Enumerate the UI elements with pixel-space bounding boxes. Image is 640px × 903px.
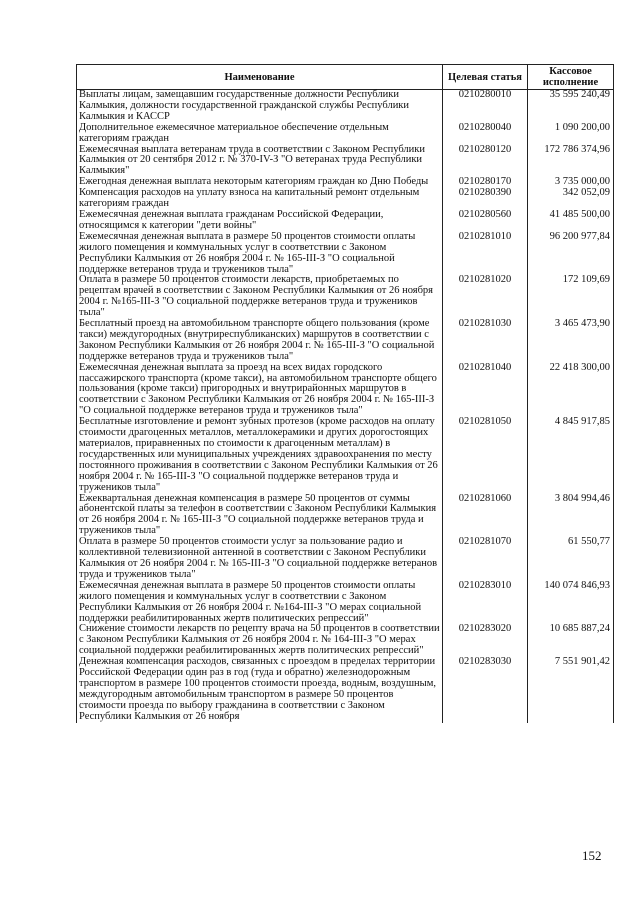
- row-amount: 10 685 887,24: [528, 624, 614, 657]
- table-row: [77, 657, 614, 722]
- row-target-article: 0210280170: [443, 177, 528, 188]
- table-row: [77, 537, 614, 581]
- row-target-article: 0210283010: [443, 581, 528, 625]
- table-row: [77, 210, 614, 232]
- row-name: Денежная компенсация расходов, связанных с проездом в пределах территории Российской Федерации один раз в год (туда и обратно) железнодорожным транспортом в размере 100 процентов стоимости проезда, водным, воздушным, междугородным автомобильным транспортом в размере 50 процентов стоимости проезда по выбору гражданина в соответствии с Законом Республики Калмыкия от 26 ноября: [77, 657, 443, 722]
- row-name: Ежемесячная денежная выплата в размере 50 процентов стоимости оплаты жилого помещения и коммунальных услуг в соответствии с Законом Республики Калмыкия от 26 ноября 2004 г. № 165-III-З "О социальной поддержке ветеранов труда и тружеников тыла": [77, 232, 443, 276]
- row-name: Дополнительное ежемесячное материальное обеспечение отдельным категориям граждан: [77, 123, 443, 145]
- row-name: Ежегодная денежная выплата некоторым категориям граждан ко Дню Победы: [77, 177, 443, 188]
- row-target-article: 0210280040: [443, 123, 528, 145]
- document-page: [76, 64, 613, 723]
- row-target-article: 0210280560: [443, 210, 528, 232]
- row-name: Оплата в размере 50 процентов стоимости услуг за пользование радио и коллективной телевизионной антенной в соответствии с Законом Республики Калмыкия от 26 ноября 2004 г. № 165-III-З "О социальной поддержке ветеранов труда и тружеников тыла": [77, 537, 443, 581]
- table-row: [77, 123, 614, 145]
- row-name: Бесплатный проезд на автомобильном транспорте общего пользования (кроме такси) междугородных (внутриреспубликанских) маршрутов в соответствии с Законом Республики Калмыкия от 26 ноября 2004 г. № 165-III-З "О социальной поддержке ветеранов труда и тружеников тыла": [77, 319, 443, 363]
- row-target-article: 0210281050: [443, 417, 528, 493]
- table-row: [77, 624, 614, 657]
- row-amount: 22 418 300,00: [528, 363, 614, 418]
- row-amount: 342 052,09: [528, 188, 614, 210]
- row-name: Ежемесячная выплата ветеранам труда в соответствии с Законом Республики Калмыкия от 20 сентября 2012 г. № 370-IV-З "О ветеранах труда Республики Калмыкия": [77, 145, 443, 178]
- row-target-article: 0210281070: [443, 537, 528, 581]
- row-target-article: 0210281030: [443, 319, 528, 363]
- row-target-article: 0210281010: [443, 232, 528, 276]
- row-target-article: 0210281020: [443, 275, 528, 319]
- table-row: [77, 232, 614, 276]
- row-target-article: 0210283020: [443, 624, 528, 657]
- row-name: Ежемесячная денежная выплата гражданам Российской Федерации, относящимся к категории "дети войны": [77, 210, 443, 232]
- row-target-article: 0210280390: [443, 188, 528, 210]
- row-target-article: 0210281060: [443, 494, 528, 538]
- table-body: [77, 90, 614, 723]
- row-name: Ежемесячная денежная выплата за проезд на всех видах городского пассажирского транспорта (кроме такси), на автомобильном транспорте общего пользования (кроме такси) пригородных и внутрирайонных маршрутов в соответствии с Законом Республики Калмыкия от 26 ноября 2004 г. № 165-III-З "О социальной поддержке ветеранов труда и тружеников тыла": [77, 363, 443, 418]
- row-name: Компенсация расходов на уплату взноса на капитальный ремонт отдельным категориям граждан: [77, 188, 443, 210]
- header-cash-execution: Кассовое исполнение: [528, 65, 614, 90]
- row-target-article: 0210283030: [443, 657, 528, 722]
- table-header-row: [77, 65, 614, 90]
- table-row: [77, 188, 614, 210]
- row-amount: 7 551 901,42: [528, 657, 614, 722]
- header-name: Наименование: [77, 65, 443, 90]
- row-target-article: 0210281040: [443, 363, 528, 418]
- row-amount: 172 109,69: [528, 275, 614, 319]
- row-amount: 96 200 977,84: [528, 232, 614, 276]
- row-amount: 61 550,77: [528, 537, 614, 581]
- table-row: [77, 494, 614, 538]
- table-row: [77, 319, 614, 363]
- table-row: [77, 90, 614, 123]
- row-amount: 140 074 846,93: [528, 581, 614, 625]
- row-amount: 1 090 200,00: [528, 123, 614, 145]
- row-name: Ежемесячная денежная выплата в размере 50 процентов стоимости оплаты жилого помещения и коммунальных услуг в соответствии с Законом Республики Калмыкия от 26 ноября 2004 г. №164-III-З "О мерах социальной поддержки реабилитированных жертв политических репрессий": [77, 581, 443, 625]
- table-row: [77, 417, 614, 493]
- row-amount: 3 465 473,90: [528, 319, 614, 363]
- row-name: Ежеквартальная денежная компенсация в размере 50 процентов от суммы абонентской платы за телефон в соответствии с Законом Республики Калмыкия от 26 ноября 2004 г. № 165-III-З "О социальной поддержке ветеранов труда и тружеников тыла": [77, 494, 443, 538]
- row-name: Выплаты лицам, замещавшим государственные должности Республики Калмыкия, должности государственной гражданской службы Республики Калмыкия и КАССР: [77, 90, 443, 123]
- row-amount: 41 485 500,00: [528, 210, 614, 232]
- budget-table: [76, 64, 614, 723]
- row-amount: 4 845 917,85: [528, 417, 614, 493]
- row-amount: 172 786 374,96: [528, 145, 614, 178]
- row-target-article: 0210280010: [443, 90, 528, 123]
- table-row: [77, 275, 614, 319]
- row-amount: 35 595 240,49: [528, 90, 614, 123]
- table-row: [77, 363, 614, 418]
- row-name: Бесплатные изготовление и ремонт зубных протезов (кроме расходов на оплату стоимости драгоценных металлов, металлокерамики и других дорогостоящих материалов, приравненных по стоимости к драгоценным металлам) в государственных или муниципальных учреждениях здравоохранения по месту постоянного проживания в соответствии с Законом Республики Калмыкия от 26 ноября 2004 г. № 165-III-З "О социальной поддержке ветеранов труда и тружеников тыла": [77, 417, 443, 493]
- row-name: Снижение стоимости лекарств по рецепту врача на 50 процентов в соответствии с Законом Республики Калмыкия от 26 ноября 2004 г. № 164-III-З "О мерах социальной поддержки реабилитированных жертв политических репрессий": [77, 624, 443, 657]
- table-row: [77, 145, 614, 178]
- row-name: Оплата в размере 50 процентов стоимости лекарств, приобретаемых по рецептам врачей в соответствии с Законом Республики Калмыкия от 26 ноября 2004 г. №165-III-З "О социальной поддержке ветеранов труда и тружеников тыла": [77, 275, 443, 319]
- header-target-article: Целевая статья: [443, 65, 528, 90]
- row-amount: 3 804 994,46: [528, 494, 614, 538]
- table-row: [77, 581, 614, 625]
- row-amount: 3 735 000,00: [528, 177, 614, 188]
- page-number: 152: [582, 848, 602, 863]
- row-target-article: 0210280120: [443, 145, 528, 178]
